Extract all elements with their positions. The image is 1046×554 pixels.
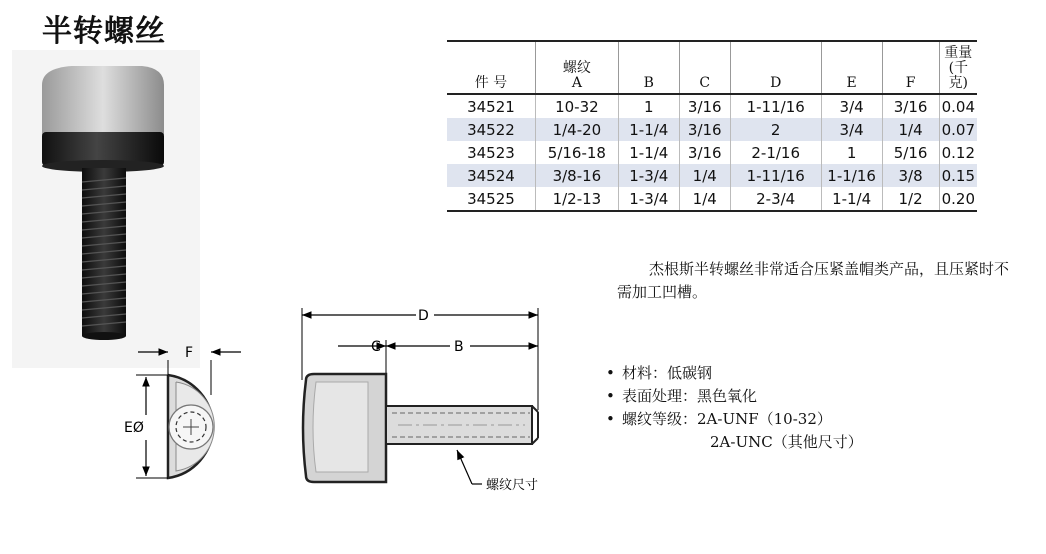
list-item: • 表面处理：黑色氧化: [606, 387, 758, 405]
cell-c: 1/4: [679, 164, 730, 187]
cell-e: 1-1/4: [821, 187, 882, 211]
label-e: EØ: [124, 420, 144, 436]
cell-thread-a: 10-32: [535, 94, 618, 118]
cell-thread-a: 3/8-16: [535, 164, 618, 187]
cell-c: 3/16: [679, 94, 730, 118]
header-c: C: [679, 41, 730, 94]
cell-b: 1: [618, 94, 679, 118]
thread-note: 螺纹尺寸: [486, 478, 539, 493]
cell-part-no: 34522: [447, 118, 535, 141]
cell-d: 2-1/16: [730, 141, 821, 164]
cell-d: 1-11/16: [730, 164, 821, 187]
cell-f: 5/16: [882, 141, 939, 164]
product-description: 杰根斯半转螺丝非常适合压紧盖帽类产品，且压紧时不需加工凹槽。: [617, 260, 1010, 301]
header-f: F: [882, 41, 939, 94]
page-title: 半转螺丝: [42, 14, 166, 49]
cell-c: 1/4: [679, 187, 730, 211]
side-view-drawing: [302, 308, 538, 484]
cell-f: 3/8: [882, 164, 939, 187]
list-item: • 螺纹等级：2A-UNF（10-32）: [606, 410, 832, 428]
cell-weight: 0.04: [941, 97, 975, 116]
cell-b: 1-3/4: [618, 164, 679, 187]
material-text: 材料：低碳钢: [622, 364, 713, 382]
cell-d: 2: [730, 118, 821, 141]
cell-thread-a: 1/2-13: [535, 187, 618, 211]
cell-e: 3/4: [821, 94, 882, 118]
header-b: B: [618, 41, 679, 94]
cell-f: 3/16: [882, 94, 939, 118]
header-d: D: [730, 41, 821, 94]
header-weight: 重量 (千克): [944, 45, 973, 91]
header-e: E: [821, 41, 882, 94]
cell-b: 1-1/4: [618, 118, 679, 141]
header-thread-a: 螺纹 A: [535, 41, 618, 94]
cell-e: 1: [821, 141, 882, 164]
cell-e: 1-1/16: [821, 164, 882, 187]
cell-part-no: 34521: [447, 94, 535, 118]
cell-b: 1-1/4: [618, 141, 679, 164]
list-item: • 材料：低碳钢: [606, 364, 713, 382]
cell-part-no: 34524: [447, 164, 535, 187]
cell-weight: 0.15: [941, 166, 975, 185]
cell-weight: 0.07: [941, 120, 975, 139]
cell-d: 1-11/16: [730, 94, 821, 118]
cell-thread-a: 5/16-18: [535, 141, 618, 164]
finish-text: 表面处理：黑色氧化: [622, 387, 758, 405]
cell-part-no: 34523: [447, 141, 535, 164]
thread-grade-text: 螺纹等级：2A-UNF（10-32）: [622, 410, 832, 428]
cell-f: 1/4: [882, 118, 939, 141]
end-view-drawing: [136, 352, 241, 478]
cell-thread-a: 1/4-20: [535, 118, 618, 141]
cell-e: 3/4: [821, 118, 882, 141]
thread-grade-text-2: 2A-UNC（其他尺寸）: [710, 433, 863, 451]
cell-part-no: 34525: [447, 187, 535, 211]
label-f: F: [185, 345, 194, 361]
cell-c: 3/16: [679, 118, 730, 141]
header-part-no: 件 号: [447, 41, 535, 94]
cell-f: 1/2: [882, 187, 939, 211]
cell-weight: 0.12: [941, 143, 975, 162]
cell-weight: 0.20: [941, 189, 975, 208]
cell-b: 1-3/4: [618, 187, 679, 211]
cell-d: 2-3/4: [730, 187, 821, 211]
label-d: D: [418, 308, 429, 324]
cell-c: 3/16: [679, 141, 730, 164]
label-b: B: [454, 339, 464, 355]
label-c: C: [371, 339, 381, 355]
